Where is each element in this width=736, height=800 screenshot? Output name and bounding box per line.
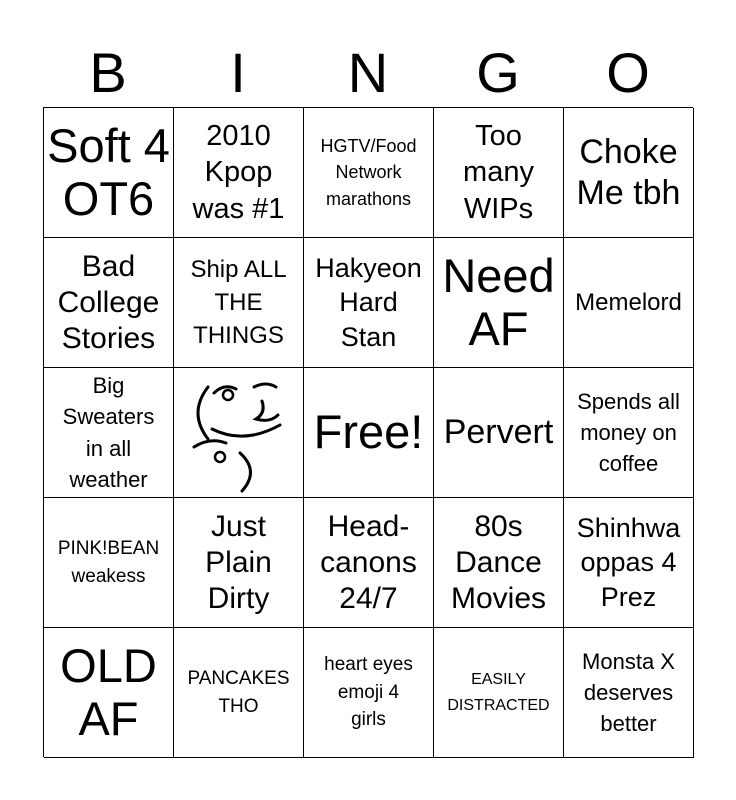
bingo-cell-r3c2: [174, 368, 304, 498]
bingo-cell-text: Ship ALL THE THINGS: [190, 255, 287, 350]
bingo-cell-r5c5: [564, 628, 694, 758]
header-letter-b: B: [89, 41, 127, 104]
bingo-cell-text: Head- canons 24/7: [320, 509, 417, 615]
bingo-cell-r2c4: [434, 238, 564, 368]
header-letter-n: N: [347, 41, 389, 104]
bingo-cell-r1c2: [174, 108, 304, 238]
bingo-cell-text: Monsta X deserves better: [582, 648, 675, 737]
bingo-cell-r3c4: [434, 368, 564, 498]
bingo-cell-text: Just Plain Dirty: [205, 509, 272, 615]
bingo-cell-text: Hakyeon Hard Stan: [315, 252, 422, 352]
bingo-cell-text: Choke Me tbh: [576, 132, 681, 212]
bingo-cell-text: Soft 4 OT6: [47, 118, 170, 225]
header-letter-g: G: [476, 41, 520, 104]
bingo-cell-text: PINK!BEAN weakess: [57, 537, 160, 587]
bingo-cell-r2c5: [564, 238, 694, 368]
bingo-cell-r3c3: [304, 368, 434, 498]
bingo-cell-r1c4: [434, 108, 564, 238]
bingo-cell-text: Too many WIPs: [463, 120, 534, 225]
bingo-cell-text: Memelord: [575, 288, 682, 316]
header-letter-o: O: [606, 41, 650, 104]
bingo-cell-text: 2010 Kpop was #1: [192, 120, 285, 225]
bingo-cell-text: Spends all money on coffee: [577, 388, 680, 477]
header-letter-i: I: [230, 41, 246, 104]
bingo-header: [43, 40, 693, 106]
bingo-cell-r5c2: [174, 628, 304, 758]
bingo-cell-text: heart eyes emoji 4 girls: [324, 654, 413, 731]
bingo-cell-r3c1: [44, 368, 174, 498]
bingo-cell-text: OLD AF: [60, 638, 157, 745]
bingo-cell-text: Free!: [313, 405, 424, 459]
bingo-cell-text: EASILY DISTRACTED: [447, 670, 550, 714]
bingo-cell-text: Pervert: [443, 413, 554, 452]
bingo-cell-r3c5: [564, 368, 694, 498]
bingo-cell-r4c5: [564, 498, 694, 628]
bingo-cell-r1c1: [44, 108, 174, 238]
bingo-cell-r5c3: [304, 628, 434, 758]
bingo-cell-r2c3: [304, 238, 434, 368]
bingo-cell-r4c2: [174, 498, 304, 628]
bingo-cell-r5c1: [44, 628, 174, 758]
bingo-cell-r2c1: [44, 238, 174, 368]
bingo-cell-text: Bad College Stories: [57, 249, 160, 355]
bingo-cell-text: PANCAKES THO: [187, 667, 290, 717]
bingo-cell-r4c3: [304, 498, 434, 628]
bingo-cell-text: Shinhwa oppas 4 Prez: [576, 512, 681, 612]
bingo-cell-r1c5: [564, 108, 694, 238]
bingo-board: [43, 107, 693, 757]
bingo-cell-r4c1: [44, 498, 174, 628]
lenny-face-icon: [184, 373, 294, 493]
bingo-cell-r2c2: [174, 238, 304, 368]
bingo-cell-text: Need AF: [442, 248, 555, 355]
bingo-cell-text: HGTV/Food Network marathons: [320, 136, 417, 209]
bingo-cell-r5c4: [434, 628, 564, 758]
bingo-cell-text: Big Sweaters in all weather: [62, 373, 155, 492]
bingo-cell-r1c3: [304, 108, 434, 238]
bingo-cell-text: 80s Dance Movies: [450, 509, 547, 615]
bingo-cell-r4c4: [434, 498, 564, 628]
